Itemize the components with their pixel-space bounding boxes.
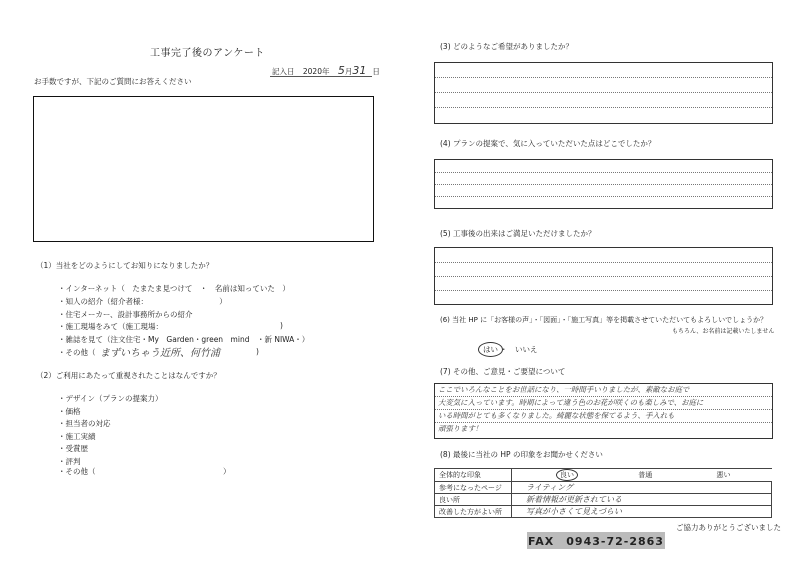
row-label-improve: 改善した方がよい所 (435, 506, 512, 518)
row-label-overall: 全体的な印象 (435, 469, 512, 482)
q6-title: (6) 当社 HP に「お客様の声」・「図面」・「施工写真」等を掲載させていただいてもよろしいでしょうか？ (440, 316, 768, 324)
q6-yes-circled: はい (478, 342, 503, 357)
q6-no: ・ いいえ (500, 345, 538, 354)
q2-option-3: ・担当者の対応 (58, 419, 111, 428)
hp-evaluation-table (434, 468, 772, 518)
rating-normal: 普通 (638, 471, 653, 479)
q5-answer-box (434, 247, 773, 305)
table-row (435, 482, 772, 494)
photo-box (33, 96, 374, 242)
table-row (435, 506, 772, 518)
q2-option-5: ・受賞歴 (58, 444, 88, 453)
date-month: 5 (337, 64, 345, 77)
q7-answer-line-3: いる時間がとても多くなりました。綺麗な状態を保てるよう、手入れも (438, 411, 675, 420)
q7-answer-line-4: 頑張ります！ (438, 424, 483, 433)
q1-option-2: ・知人の紹介（紹介者様： ） (58, 297, 227, 306)
q1-title: （1）当社をどのようにしてお知りになりましたか？ (36, 261, 214, 270)
answer-helpful-page: ライティング (512, 482, 772, 494)
q7-answer-line-1: ここでいろんなことをお世話になり、一時間手いりましたが、素敵なお庭で (438, 385, 690, 394)
date-year: 2020 (302, 67, 322, 76)
q1-option-5: ・雑誌を見て（注文住宅・My Garden・green mind ・新 NIWA・） (58, 335, 310, 344)
q7-title: (7) その他、ご意見・ご要望について (440, 367, 566, 376)
answer-improve: 写真が小さくて見えづらい (512, 506, 772, 518)
q1-option-1: ・インターネット（ たまたま見つけて ・ 名前は知っていた ） (58, 284, 290, 293)
q8-title: (8) 最後に当社の HP の印象をお聞かせください (440, 450, 603, 459)
rating-good-circled: 良い (556, 469, 578, 481)
q2-title: （2）ご利用にあたって重視されたことはなんですか？ (36, 371, 221, 380)
rating-bad: 悪い (716, 471, 731, 479)
q3-title: (3) どのようなご希望がありましたか？ (440, 42, 574, 51)
table-row (435, 494, 772, 506)
date-label: 記入日 (272, 67, 295, 76)
row-label-good-points: 良い所 (435, 494, 512, 506)
answer-good-points: 新着情報が更新されている (512, 494, 772, 506)
q1-option-3: ・住宅メーカー、設計事務所からの紹介 (58, 310, 193, 319)
q1-option-4: ・施工現場をみて（施工現場： (58, 322, 163, 331)
q7-answer-line-2: 大変気に入っています。時期によって違う色のお花が咲くのも楽しみで、お庭に (438, 398, 704, 407)
q3-answer-box (434, 62, 773, 124)
thanks-text: ご協力ありがとうございました (676, 523, 781, 532)
q2-option-7: ・その他（ ） (58, 467, 231, 476)
fax-number: FAX 0943-72-2863 (527, 532, 665, 549)
date-day-unit: 日 (372, 67, 380, 76)
intro-text: お手数ですが、下記のご質問にお答えください (34, 77, 192, 86)
q6-note: もちろん、お名前は記載いたしません (672, 328, 775, 335)
date-year-unit: 年 (321, 67, 330, 76)
q2-option-6: ・評判 (58, 457, 81, 466)
q2-option-4: ・施工実績 (58, 432, 96, 441)
q4-title: (4) プランの提案で、気に入っていただいた点はどこでしたか？ (440, 139, 656, 148)
q2-option-2: ・価格 (58, 407, 81, 416)
q4-answer-box (434, 159, 773, 209)
date-day: 31 (352, 64, 367, 77)
date-month-unit: 月 (344, 67, 353, 76)
q1-close-paren: ) (256, 347, 259, 356)
q1-option-6: ・その他（ (58, 348, 96, 357)
row-label-helpful-page: 参考になったページ (435, 482, 512, 494)
q2-option-1: ・デザイン（プランの提案力） (58, 394, 163, 403)
table-row (435, 469, 772, 482)
survey-title: 工事完了後のアンケート (150, 48, 265, 59)
q1-other-answer: まずいちゃう近所、何竹浦 (100, 348, 220, 359)
q5-title: (5) 工事後の出来はご満足いただけましたか？ (440, 229, 596, 238)
date-underline (270, 76, 372, 77)
